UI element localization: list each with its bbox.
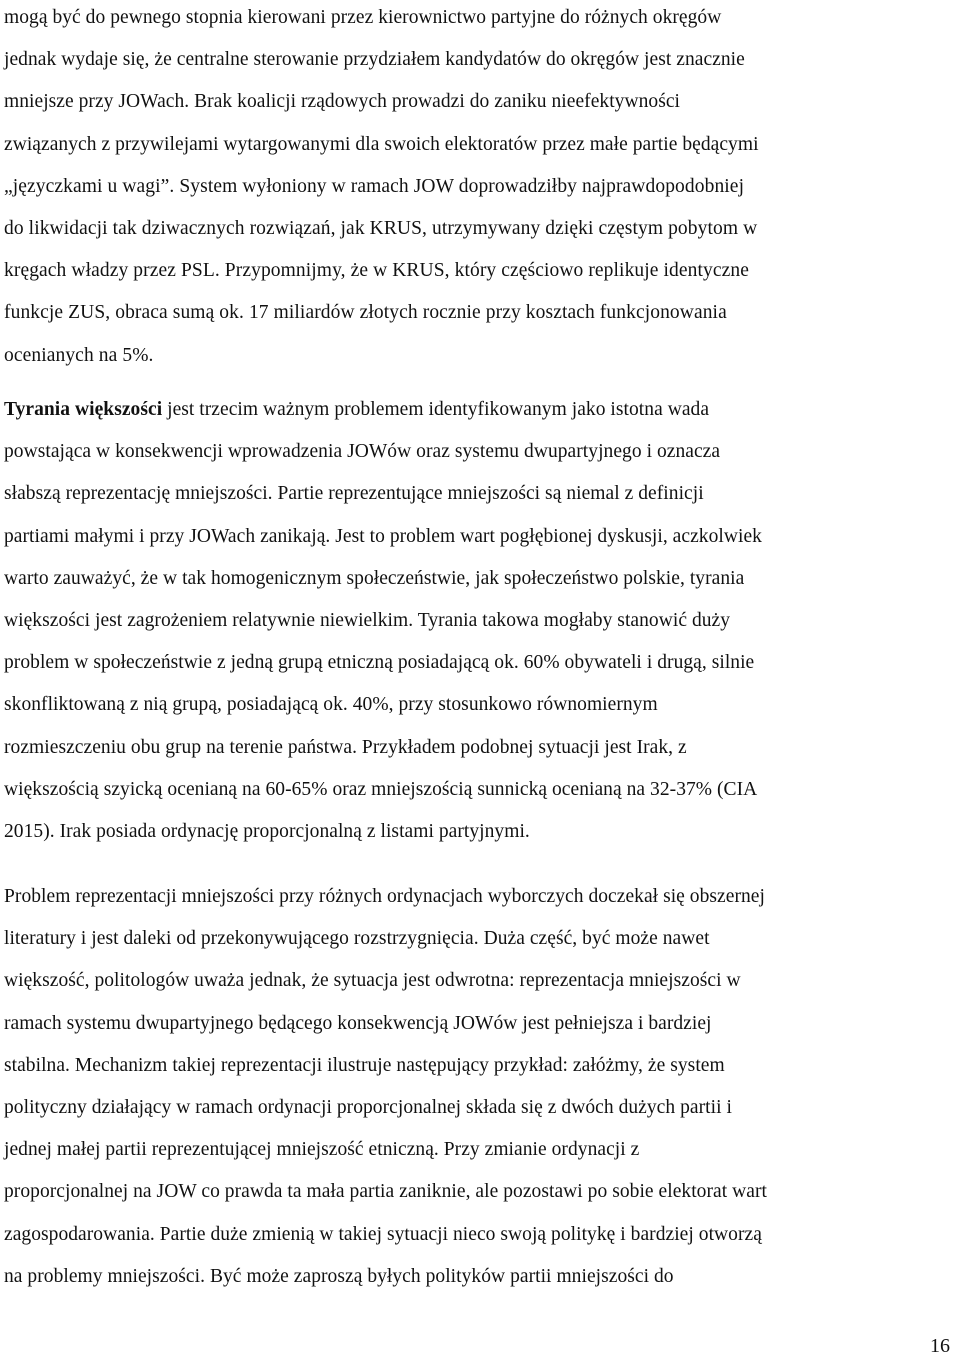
text-line: funkcje ZUS, obraca sumą ok. 17 miliardów złotych rocznie przy kosztach funkcjonowania — [4, 302, 727, 324]
text-line: na problemy mniejszości. Być może zaproszą byłych polityków partii mniejszości do — [4, 1265, 674, 1287]
text-line: większością szyicką ocenianą na 60-65% oraz mniejszością sunnicką ocenianą na 32-37% (CIA — [4, 778, 758, 800]
text-line: mniejsze przy JOWach. Brak koalicji rządowych prowadzi do zaniku nieefektywności — [4, 91, 681, 113]
text-line: słabszą reprezentację mniejszości. Partie reprezentujące mniejszości są niemal z definicji — [4, 483, 704, 505]
text-line: 2015). Irak posiada ordynację proporcjonalną z listami partyjnymi. — [4, 820, 530, 842]
text-line: stabilna. Mechanizm takiej reprezentacji ilustruje następujący przykład: załóżmy, że system — [4, 1054, 725, 1076]
text-line: związanych z przywilejami wytargowanymi dla swoich elektoratów przez małe partie będącymi — [4, 133, 759, 155]
text-line: rozmieszczeniu obu grup na terenie państwa. Przykładem podobnej sytuacji jest Irak, z — [4, 736, 687, 758]
text-segment: jest trzecim ważnym problemem identyfikowanym jako istotna wada — [162, 399, 710, 420]
text-line — [4, 389, 956, 431]
text-line: skonfliktowaną z nią grupą, posiadającą ok. 40%, przy stosunkowo równomiernym — [4, 694, 658, 716]
text-line: „języczkami u wagi”. System wyłoniony w ramach JOW doprowadziłby najprawdopodobniej — [4, 175, 745, 197]
text-line: warto zauważyć, że w tak homogenicznym społeczeństwie, jak społeczeństwo polskie, tyrania — [4, 567, 745, 589]
page-number: 16 — [930, 1335, 950, 1357]
text-line: ramach systemu dwupartyjnego będącego konsekwencją JOWów jest pełniejsza i bardziej — [4, 1012, 712, 1034]
text-line: do likwidacji tak dziwacznych rozwiązań, jak KRUS, utrzymywany dzięki częstym pobytom w — [4, 217, 758, 239]
text-line: Problem reprezentacji mniejszości przy różnych ordynacjach wyborczych doczekał się obszernej — [4, 886, 765, 907]
paragraph-krus — [4, 0, 956, 377]
text-line: kręgach władzy przez PSL. Przypomnijmy, że w KRUS, który częściowo replikuje identyczne — [4, 260, 749, 282]
text-line: jednak wydaje się, że centralne sterowanie przydziałem kandydatów do okręgów jest znacznie — [4, 49, 745, 71]
text-line: partiami małymi i przy JOWach zanikają. Jest to problem wart pogłębionej dyskusji, aczkolwiek — [4, 525, 762, 547]
paragraph-minority-representation — [4, 876, 956, 1298]
text-line: zagospodarowania. Partie duże zmienią w takiej sytuacji nieco swoją politykę i bardziej otworzą — [4, 1223, 762, 1245]
bold-term: Tyrania większości — [4, 399, 163, 420]
text-line: większości jest zagrożeniem relatywnie niewielkim. Tyrania takowa mogłaby stanowić duży — [4, 609, 731, 631]
text-line: jednej małej partii reprezentującej mniejszość etniczną. Przy zmianie ordynacji z — [4, 1139, 640, 1161]
text-line: ocenianych na 5%. — [4, 344, 154, 366]
text-line: problem w społeczeństwie z jedną grupą etniczną posiadającą ok. 60% obywateli i drugą, silnie — [4, 652, 755, 674]
text-line: polityczny działający w ramach ordynacji proporcjonalnej składa się z dwóch dużych partii i — [4, 1096, 732, 1118]
text-line: mogą być do pewnego stopnia kierowani przez kierownictwo partyjne do różnych okręgów — [4, 7, 722, 28]
text-line: literatury i jest daleki od przekonywującego rozstrzygnięcia. Duża część, być może nawet — [4, 928, 710, 950]
text-line: powstająca w konsekwencji wprowadzenia JOWów oraz systemu dwupartyjnego i oznacza — [4, 441, 721, 463]
text-line: proporcjonalnej na JOW co prawda ta mała partia zaniknie, ale pozostawi po sobie elektorat wart — [4, 1181, 767, 1203]
document-page — [4, 0, 956, 1360]
text-line: większość, politologów uważa jednak, że sytuacja jest odwrotna: reprezentacja mniejszości w — [4, 970, 741, 992]
paragraph-tyranny-of-majority — [4, 389, 956, 853]
